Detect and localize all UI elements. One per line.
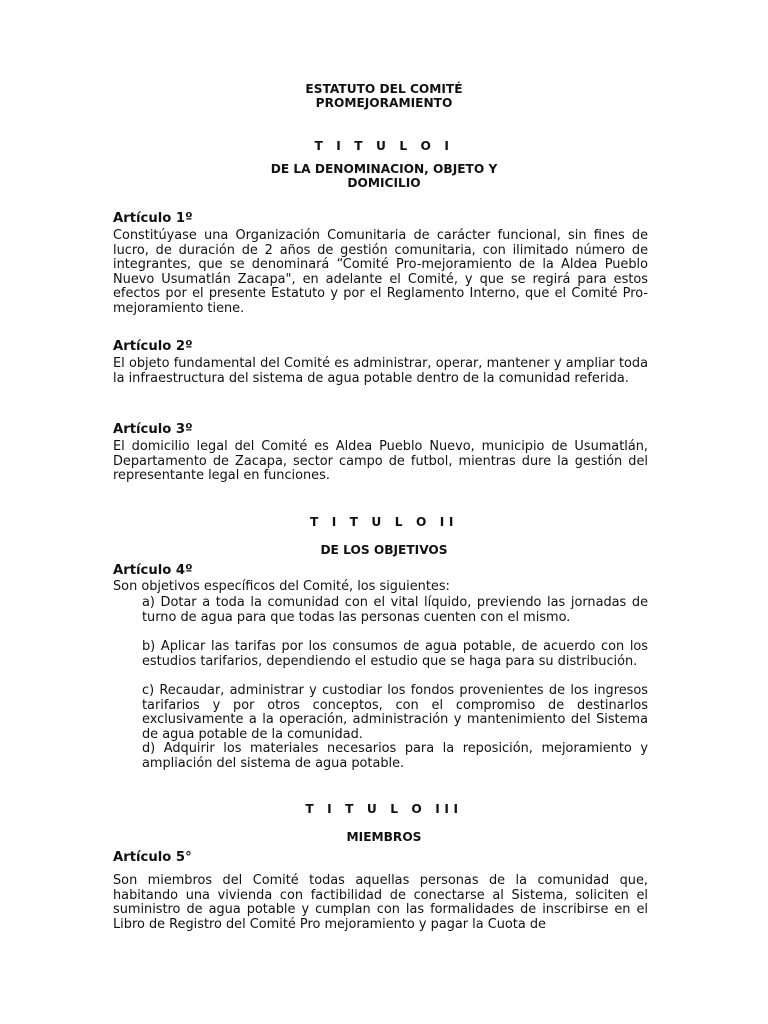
titulo-1-subtitle-line-2: DOMICILIO xyxy=(347,176,421,190)
articulo-1-text: Constitúyase una Organización Comunitaria de carácter funcional, sin fines de lucro, de duración de 2 años de gestión comunitaria, con ilimitado número de integrantes, que se denominará “Comité Pro-mejoramiento de la Aldea Pueblo Nuevo Usumatlán Zacapa", en adelante el Comité, y que se regirá para estos efectos por el presente Estatuto y por el Reglamento Interno, que el Comité Pro-mejoramiento tiene. xyxy=(113,228,648,316)
articulo-4-item-d: d) Adquirir los materiales necesarios para la reposición, mejoramiento y ampliación del sistema de agua potable. xyxy=(142,741,648,771)
titulo-1-heading: T I T U L O I xyxy=(314,139,454,153)
articulo-4-item-c: c) Recaudar, administrar y custodiar los fondos provenientes de los ingresos tarifarios y por otros conceptos, con el compromiso de destinarlos exclusivamente a la operación, administración y mantenimiento del Sistema de agua potable de la comunidad. xyxy=(142,683,648,742)
titulo-2-subtitle: DE LOS OBJETIVOS xyxy=(320,543,448,557)
titulo-3-heading: T I T U L O III xyxy=(305,802,463,816)
articulo-1-heading: Artículo 1º xyxy=(113,211,193,226)
titulo-1-subtitle-line-1: DE LA DENOMINACION, OBJETO Y xyxy=(270,162,498,176)
articulo-5-text: Son miembros del Comité todas aquellas personas de la comunidad que, habitando una vivienda con factibilidad de conectarse al Sistema, soliciten el suministro de agua potable y cumplan con las formalidades de inscribirse en el Libro de Registro del Comité Pro mejoramiento y pagar la Cuota de xyxy=(113,873,648,932)
titulo-3-subtitle: MIEMBROS xyxy=(346,830,422,844)
articulo-3-heading: Artículo 3º xyxy=(113,422,193,437)
document-title-line-1: ESTATUTO DEL COMITÉ xyxy=(305,82,463,96)
articulo-4-item-b: b) Aplicar las tarifas por los consumos de agua potable, de acuerdo con los estudios tarifarios, dependiendo el estudio que se haga para su distribución. xyxy=(142,639,648,669)
document-title-line-2: PROMEJORAMIENTO xyxy=(315,96,453,110)
articulo-4-heading: Artículo 4º xyxy=(113,563,193,578)
articulo-5-heading: Artículo 5° xyxy=(113,850,192,865)
articulo-2-text: El objeto fundamental del Comité es administrar, operar, mantener y ampliar toda la infraestructura del sistema de agua potable dentro de la comunidad referida. xyxy=(113,356,648,386)
titulo-2-heading: T I T U L O II xyxy=(309,515,459,529)
articulo-4-intro: Son objetivos específicos del Comité, los siguientes: xyxy=(113,579,450,594)
articulo-2-heading: Artículo 2º xyxy=(113,339,193,354)
articulo-4-item-a: a) Dotar a toda la comunidad con el vital líquido, previendo las jornadas de turno de agua para que todas las personas cuenten con el mismo. xyxy=(142,595,648,625)
articulo-3-text: El domicilio legal del Comité es Aldea Pueblo Nuevo, municipio de Usumatlán, Departamento de Zacapa, sector campo de futbol, mientras dure la gestión del representante legal en funciones. xyxy=(113,439,648,484)
